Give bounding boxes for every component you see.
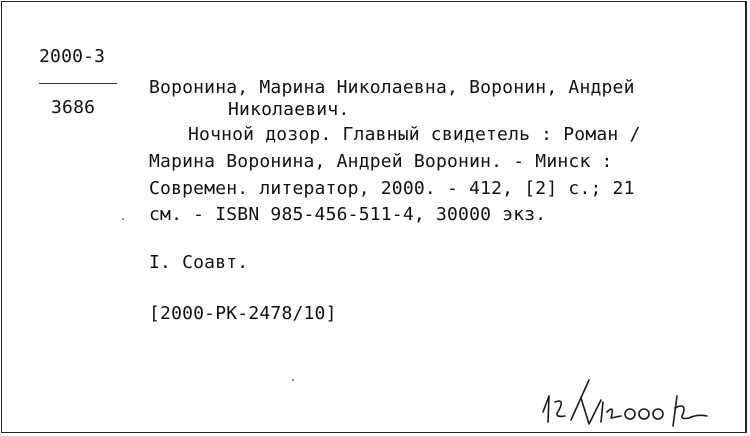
tracing-line: I. Соавт. [149, 252, 249, 273]
isbn-line: см. - ISBN 985-456-511-4, 30000 экз. [149, 204, 547, 225]
publication-line: Современ. литератор, 2000. - 412, [2] с.; 21 [149, 178, 635, 199]
paper-speck [122, 218, 124, 220]
author-heading-continued: Николаевич. [228, 99, 350, 120]
registry-number: [2000-РК-2478/10] [149, 303, 337, 324]
handwritten-date-signature [537, 374, 727, 434]
catalog-card [1, 1, 747, 433]
responsibility-line: Марина Воронина, Андрей Воронин. - Минск : [149, 151, 613, 172]
author-heading: Воронина, Марина Николаевна, Воронин, Андрей [149, 77, 635, 98]
catalog-year-number: 2000-3 [39, 46, 106, 67]
paper-speck [292, 379, 294, 381]
divider-rule [39, 83, 117, 84]
title-line: Ночной дозор. Главный свидетель : Роман / [188, 124, 641, 145]
record-number: 3686 [51, 97, 96, 118]
